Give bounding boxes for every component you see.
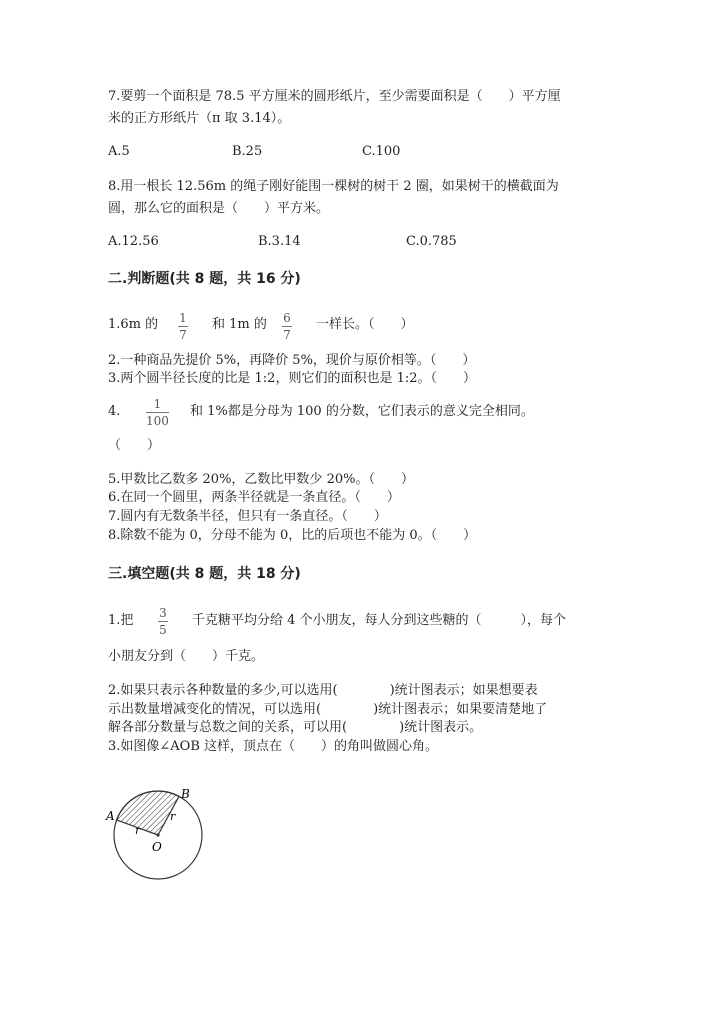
fraction-bar [158, 621, 168, 622]
q7-option-c[interactable]: C.100 [362, 144, 401, 159]
q8-line1: 8.用一根长 12.56m 的绳子刚好能围一棵树的树干 2 圈，如果树干的横截面为 [108, 179, 559, 194]
fill2-line1: 2.如果只表示各种数量的多少,可以选用( )统计图表示；如果想要表 [108, 683, 538, 698]
label-a: A [106, 809, 115, 823]
judge1-text-c: 一样长。（ ） [316, 317, 414, 332]
judge7: 7.圆内有无数条半径，但只有一条直径。（ ） [108, 509, 387, 524]
center-point [156, 833, 159, 836]
judge2: 2.一种商品先提价 5%，再降价 5%，现价与原价相等。（ ） [108, 353, 476, 368]
fraction-numerator: 6 [283, 311, 291, 325]
fill1-text-b: 千克糖平均分给 4 个小朋友，每人分到这些糖的（ ），每个 [192, 613, 567, 628]
q7-line1: 7.要剪一个面积是 78.5 平方厘米的圆形纸片，至少需要面积是（ ）平方厘 [108, 89, 561, 104]
label-r-left: r [135, 824, 141, 837]
judge1-text-a: 1.6m 的 [108, 317, 159, 332]
q7-option-a[interactable]: A.5 [108, 144, 130, 159]
q8-option-c[interactable]: C.0.785 [406, 234, 457, 249]
central-angle-figure [100, 780, 230, 880]
fraction-bar [146, 412, 169, 413]
fill1-text-a: 1.把 [108, 613, 134, 628]
fraction-denominator: 7 [179, 328, 187, 342]
judge3: 3.两个圆半径长度的比是 1:2，则它们的面积也是 1:2。（ ） [108, 371, 477, 386]
label-r-right: r [170, 810, 176, 823]
fraction-numerator: 1 [153, 397, 162, 411]
q8-option-a[interactable]: A.12.56 [108, 234, 159, 249]
q7-option-b[interactable]: B.25 [232, 144, 263, 159]
judge8: 8.除数不能为 0，分母不能为 0，比的后项也不能为 0。（ ） [108, 528, 477, 543]
fraction-numerator: 3 [159, 606, 167, 620]
fraction-bar [178, 326, 188, 327]
q8-line2: 圆，那么它的面积是（ ）平方米。 [108, 201, 330, 216]
fill1-fraction [158, 606, 168, 637]
q7-line2: 米的正方形纸片（π 取 3.14）。 [108, 111, 291, 126]
judge1-fraction-1 [178, 311, 188, 342]
judge1-fraction-2 [282, 311, 292, 342]
fraction-denominator: 100 [146, 414, 169, 428]
fill1-text-c: 小朋友分到（ ）千克。 [108, 649, 265, 664]
fill2-line2: 示出数量增减变化的情况，可以选用( )统计图表示；如果要清楚地了 [108, 702, 548, 717]
fill2-line3: 解各部分数量与总数之间的关系，可以用( )统计图表示。 [108, 720, 483, 735]
section3-title: 三.填空题(共 8 题，共 18 分) [108, 566, 301, 582]
judge1-text-b: 和 1m 的 [212, 317, 267, 332]
fraction-bar [282, 326, 292, 327]
judge4-text-a: 4. [108, 404, 121, 419]
label-o: O [152, 840, 162, 854]
section2-title: 二.判断题(共 8 题，共 16 分) [108, 271, 301, 287]
fraction-denominator: 5 [159, 623, 167, 637]
fraction-denominator: 7 [283, 328, 291, 342]
judge6: 6.在同一个圆里，两条半径就是一条直径。（ ） [108, 490, 400, 505]
judge4-fraction [146, 397, 169, 428]
label-b: B [181, 787, 190, 801]
judge4-text-c: （ ） [108, 438, 161, 453]
fill3: 3.如图像∠AOB 这样，顶点在（ ）的角叫做圆心角。 [108, 739, 439, 754]
q8-option-b[interactable]: B.3.14 [258, 234, 301, 249]
fraction-numerator: 1 [179, 311, 187, 325]
judge4-text-b: 和 1%都是分母为 100 的分数，它们表示的意义完全相同。 [190, 404, 534, 419]
judge5: 5.甲数比乙数多 20%，乙数比甲数少 20%。（ ） [108, 472, 414, 487]
